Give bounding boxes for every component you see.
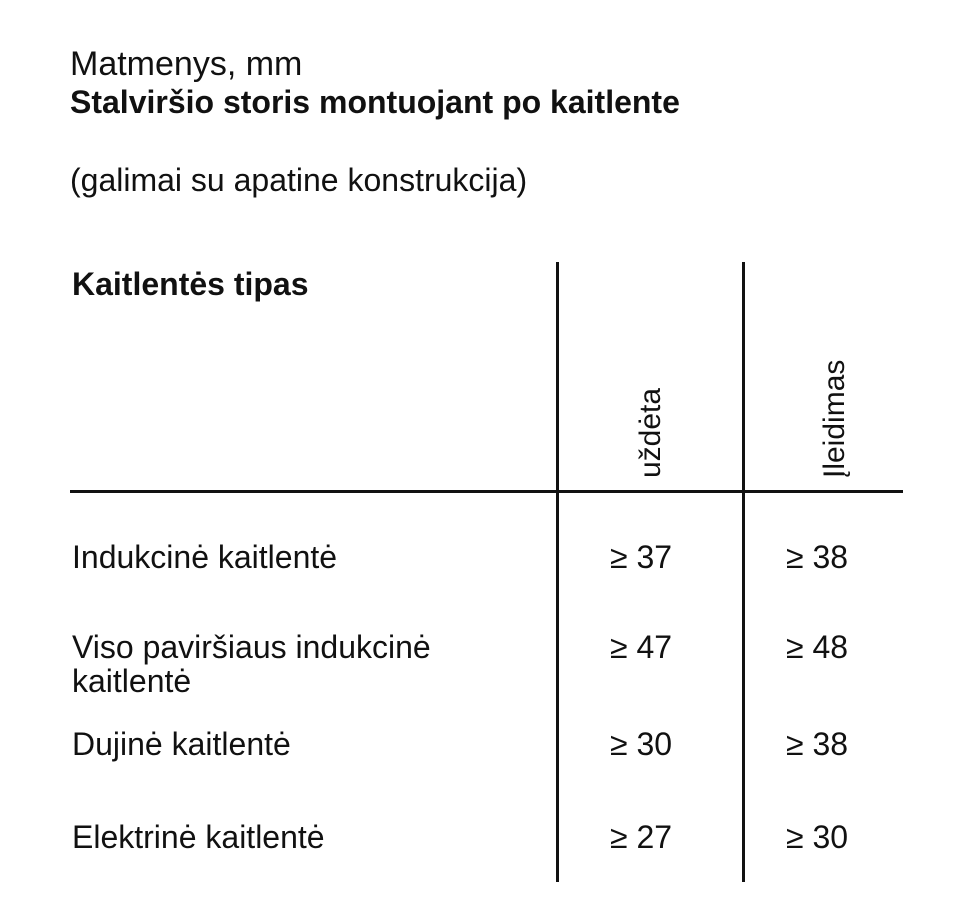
value-ileidimas: ≥ 38 <box>786 726 849 762</box>
header-divider <box>70 490 903 493</box>
row-label: Indukcinė kaitlentė <box>72 539 338 575</box>
column-header-uzdeta: uždėta <box>634 387 667 478</box>
value-uzdeta: ≥ 30 <box>610 726 673 762</box>
units-label: Matmenys, mm <box>70 45 303 83</box>
row-label: Viso paviršiaus indukcinė kaitlentė <box>72 629 431 699</box>
page-title: Stalviršio storis montuojant po kaitlente <box>70 84 680 120</box>
value-uzdeta: ≥ 37 <box>610 539 673 575</box>
page-subtitle: (galimai su apatine konstrukcija) <box>70 162 528 198</box>
value-ileidimas: ≥ 30 <box>786 819 849 855</box>
value-uzdeta: ≥ 47 <box>610 629 673 665</box>
row-label: Elektrinė kaitlentė <box>72 819 325 855</box>
value-uzdeta: ≥ 27 <box>610 819 673 855</box>
column-divider <box>742 262 745 882</box>
row-header-label: Kaitlentės tipas <box>72 266 309 302</box>
value-ileidimas: ≥ 38 <box>786 539 849 575</box>
column-header-ileidimas: Įleidimas <box>818 359 851 478</box>
column-divider <box>556 262 559 882</box>
value-ileidimas: ≥ 48 <box>786 629 849 665</box>
row-label: Dujinė kaitlentė <box>72 726 291 762</box>
